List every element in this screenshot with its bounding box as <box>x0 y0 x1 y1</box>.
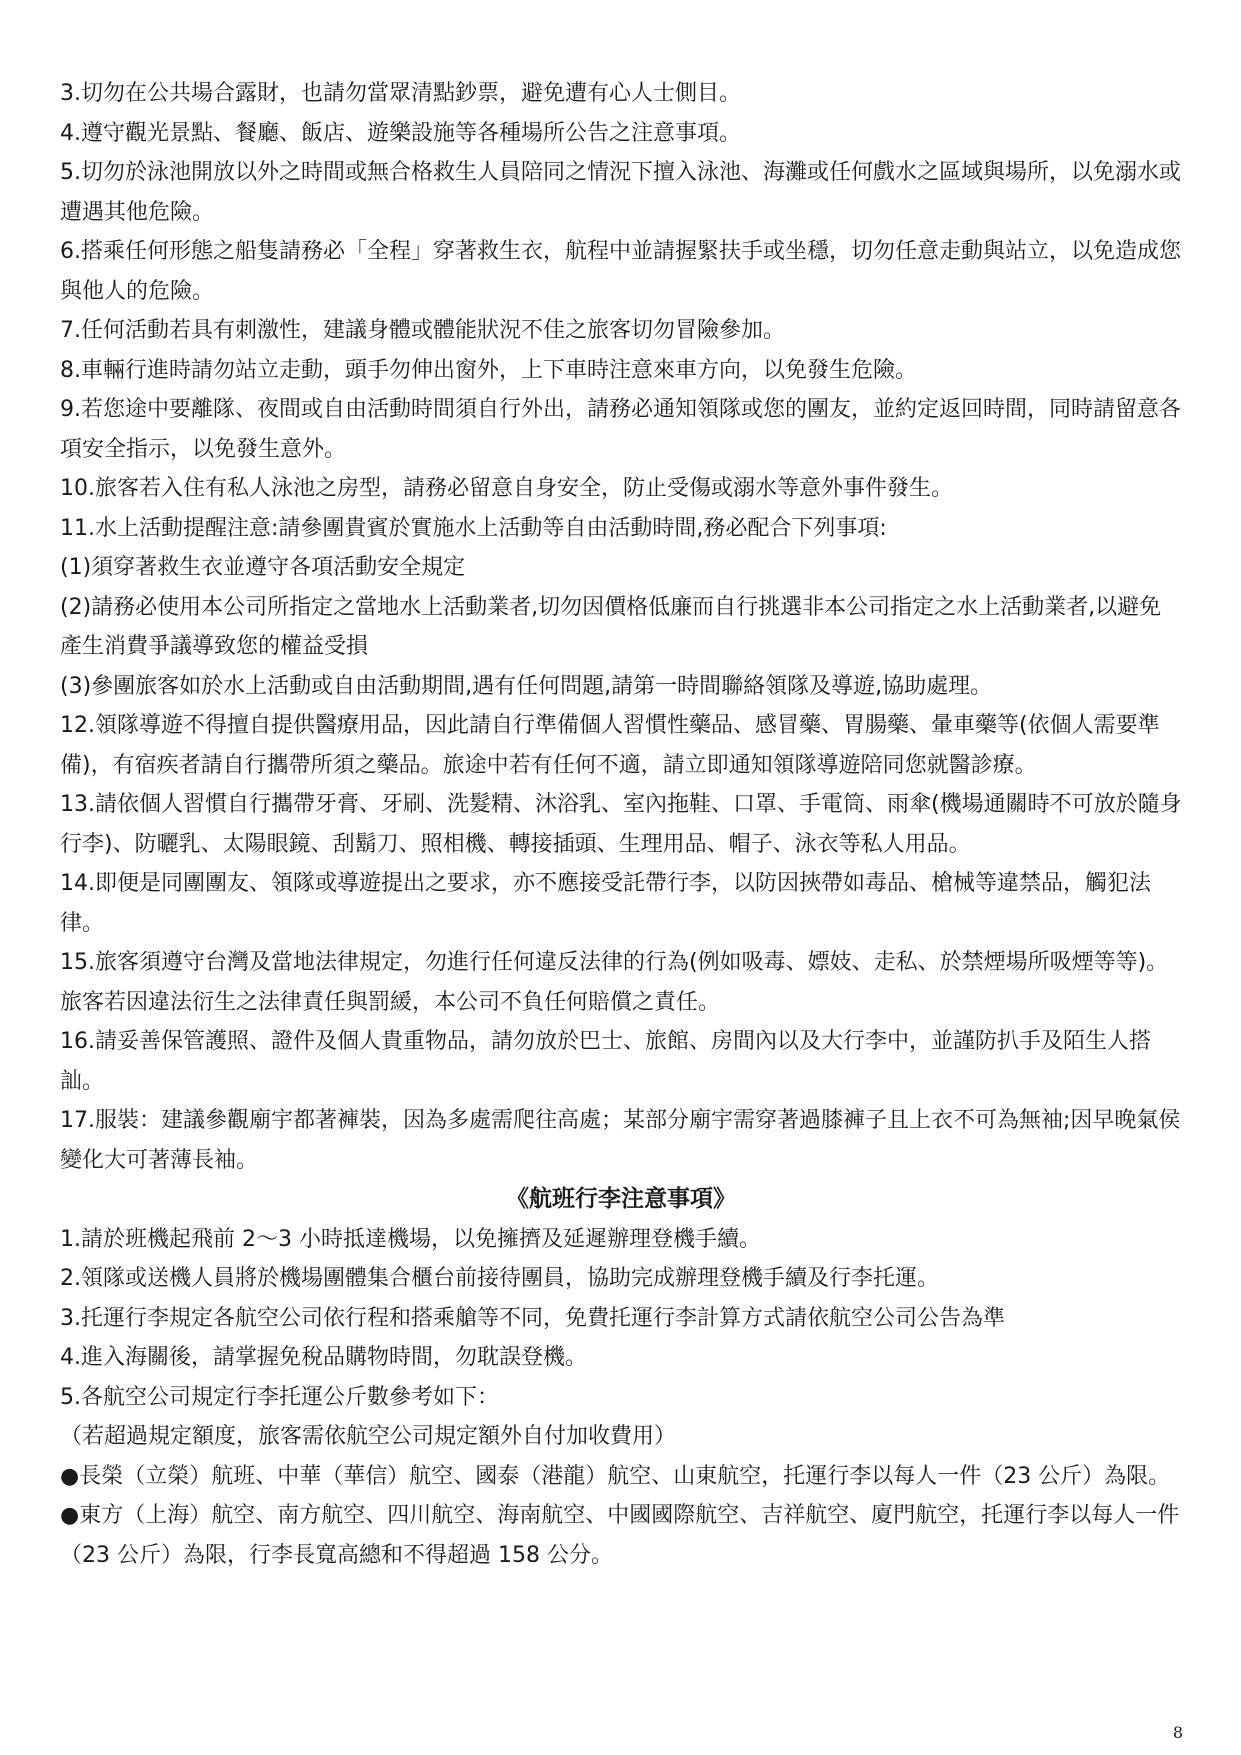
note-8: 8.車輛行進時請勿站立走動，頭手勿伸出窗外，上下車時注意來車方向，以免發生危險。 <box>60 357 917 383</box>
note-14: 14.即便是同團團友、領隊或導遊提出之要求，亦不應接受託帶行李，以防因挾帶如毒品、槍械等違禁品，觸犯法律。 <box>60 871 1151 936</box>
note-9: 9.若您途中要離隊、夜間或自由活動時間須自行外出，請務必通知領隊或您的團友，並約定返回時間，同時請留意各項安全指示，以免發生意外。 <box>60 397 1181 462</box>
note-12: 12.領隊導遊不得擅自提供醫療用品，因此請自行準備個人習慣性藥品、感冒藥、胃腸藥、暈車藥等(依個人需要準備)，有宿疾者請自行攜帶所須之藥品。旅途中若有任何不適，請立即通知領隊導遊陪同您就醫診療。 <box>60 713 1160 778</box>
note-5: 5.切勿於泳池開放以外之時間或無合格救生人員陪同之情況下擅入泳池、海灘或任何戲水之區域與場所，以免溺水或遭遇其他危險。 <box>60 160 1181 225</box>
document-page <box>60 74 1182 1575</box>
flight-item-1: 1.請於班機起飛前 2～3 小時抵達機場，以免擁擠及延遲辦理登機手續。 <box>60 1226 761 1252</box>
note-11-sub-2: (2)請務必使用本公司所指定之當地水上活動業者,切勿因價格低廉而自行挑選非本公司指定之水上活動業者,以避免產生消費爭議導致您的權益受損 <box>60 594 1162 659</box>
flight-item-5-note: （若超過規定額度，旅客需依航空公司規定額外自付加收費用） <box>60 1424 677 1449</box>
note-17: 17.服裝：建議參觀廟宇都著褲裝，因為多處需爬往高處；某部分廟宇需穿著過膝褲子且上衣不可為無袖;因早晚氣侯變化大可著薄長袖。 <box>60 1108 1181 1173</box>
note-11-sub-1: (1)須穿著救生衣並遵守各項活動安全規定 <box>60 555 466 580</box>
note-11: 11.水上活動提醒注意:請參團貴賓於實施水上活動等自由活動時間,務必配合下列事項: <box>60 515 887 541</box>
flight-item-2: 2.領隊或送機人員將於機場團體集合櫃台前接待團員，協助完成辦理登機手續及行李托運。 <box>60 1266 939 1291</box>
page-number: 8 <box>1172 1723 1183 1742</box>
note-7: 7.任何活動若具有刺激性，建議身體或體能狀況不佳之旅客切勿冒險參加。 <box>60 318 785 343</box>
note-3: 3.切勿在公共場合露財，也請勿當眾清點鈔票，避免遭有心人士側目。 <box>60 81 741 106</box>
note-4: 4.遵守觀光景點、餐廳、飯店、遊樂設施等各種場所公告之注意事項。 <box>60 120 741 146</box>
note-16: 16.請妥善保管護照、證件及個人貴重物品，請勿放於巴士、旅館、房間內以及大行李中，並謹防扒手及陌生人搭訕。 <box>60 1029 1151 1094</box>
flight-item-5: 5.各航空公司規定行李托運公斤數參考如下： <box>60 1384 499 1410</box>
note-15: 15.旅客須遵守台灣及當地法律規定，勿進行任何違反法律的行為(例如吸毒、嫖妓、走私、於禁煙場所吸煙等等)。旅客若因違法衍生之法律責任與罰緩，本公司不負任何賠償之責任。 <box>60 950 1169 1015</box>
flight-bullet-2: ●東方（上海）航空、南方航空、四川航空、海南航空、中國國際航空、吉祥航空、廈門航空，托運行李以每人一件（23 公斤）為限，行李長寬高總和不得超過 158 公分。 <box>60 1503 1180 1568</box>
note-13: 13.請依個人習慣自行攜帶牙膏、牙刷、洗髮精、沐浴乳、室內拖鞋、口罩、手電筒、雨傘(機場通關時不可放於隨身行李)、防曬乳、太陽眼鏡、刮鬍刀、照相機、轉接插頭、生理用品、帽子、泳衣等私人用品。 <box>60 792 1182 857</box>
flight-bullet-1: ●長榮（立榮）航班、中華（華信）航空、國泰（港龍）航空、山東航空，托運行李以每人一件（23 公斤）為限。 <box>60 1463 1171 1489</box>
flight-section-heading: 《航班行李注意事項》 <box>506 1186 736 1212</box>
flight-item-4: 4.進入海關後，請掌握免稅品購物時間，勿耽誤登機。 <box>60 1345 587 1370</box>
flight-item-3: 3.托運行李規定各航空公司依行程和搭乘艙等不同，免費托運行李計算方式請依航空公司公告為準 <box>60 1305 1005 1331</box>
note-11-sub-3: (3)參團旅客如於水上活動或自由活動期間,遇有任何問題,請第一時間聯絡領隊及導遊,協助處理。 <box>60 673 993 699</box>
note-10: 10.旅客若入住有私人泳池之房型，請務必留意自身安全，防止受傷或溺水等意外事件發生。 <box>60 476 953 501</box>
note-6: 6.搭乘任何形態之船隻請務必「全程」穿著救生衣，航程中並請握緊扶手或坐穩，切勿任意走動與站立，以免造成您與他人的危險。 <box>60 239 1181 304</box>
